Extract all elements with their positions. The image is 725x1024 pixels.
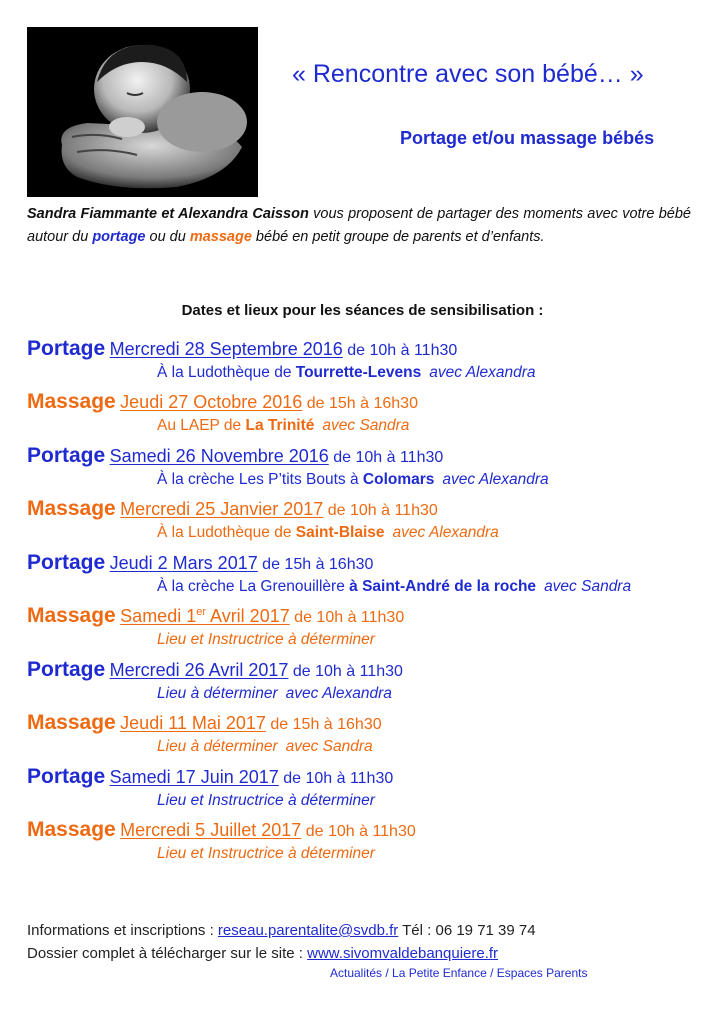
download-line xyxy=(27,945,498,962)
session-kind: Massage xyxy=(27,818,116,841)
session-location: Lieu et Instructrice à déterminer xyxy=(157,792,375,809)
session-time: de 10h à 11h30 xyxy=(323,502,438,519)
session-date: Jeudi 2 Mars 2017 xyxy=(109,553,258,573)
session-instructor: avec Sandra xyxy=(285,738,373,755)
session-item xyxy=(27,551,717,605)
site-nav-path: Actualités / La Petite Enfance / Espaces Parents xyxy=(330,966,588,980)
session-date-month: Avril 2017 xyxy=(206,606,290,626)
session-kind: Portage xyxy=(27,658,106,681)
session-kind: Portage xyxy=(27,444,106,467)
session-location: Lieu à déterminer xyxy=(157,738,278,755)
session-item xyxy=(27,765,717,819)
session-instructor: avec Alexandra xyxy=(285,685,392,702)
session-instructor: avec Alexandra xyxy=(429,364,536,381)
dates-heading: Dates et lieux pour les séances de sensibilisation : xyxy=(181,302,544,319)
intro-text-2: ou du xyxy=(145,229,190,245)
intro-text-3: bébé en petit groupe de parents et d’enfants. xyxy=(251,229,545,245)
contact-label: Informations et inscriptions : xyxy=(27,922,218,939)
session-time: de 15h à 16h30 xyxy=(257,556,374,573)
session-location: Lieu et Instructrice à déterminer xyxy=(157,631,375,648)
intro-portage: portage xyxy=(92,229,146,245)
session-location-town: à Saint-André de la roche xyxy=(349,578,537,595)
contact-line xyxy=(27,922,536,939)
contact-email-link[interactable]: reseau.parentalite@svdb.fr xyxy=(217,922,399,939)
session-item xyxy=(27,390,717,444)
session-location: Au LAEP de xyxy=(157,417,246,434)
session-item xyxy=(27,818,717,872)
session-date: Samedi 17 Juin 2017 xyxy=(109,767,279,787)
session-time: de 10h à 11h30 xyxy=(288,663,403,680)
session-location: À la crèche La Grenouillère xyxy=(157,578,350,595)
session-location-town: Tourrette-Levens xyxy=(295,364,422,381)
session-item xyxy=(27,337,717,391)
session-kind: Portage xyxy=(27,337,106,360)
session-location: Lieu à déterminer xyxy=(157,685,278,702)
session-time: de 10h à 11h30 xyxy=(289,609,405,626)
download-label: Dossier complet à télécharger sur le site : xyxy=(27,945,308,962)
session-kind: Portage xyxy=(27,765,106,788)
session-item xyxy=(27,711,717,765)
session-time: de 10h à 11h30 xyxy=(301,823,416,840)
session-time: de 10h à 11h30 xyxy=(328,449,444,466)
session-kind: Massage xyxy=(27,390,116,413)
website-link[interactable]: www.sivomvaldebanquiere.fr xyxy=(307,945,499,962)
session-time: de 15h à 16h30 xyxy=(265,716,382,733)
session-time: de 10h à 11h30 xyxy=(342,342,458,359)
page-title: « Rencontre avec son bébé… » xyxy=(292,60,644,88)
session-date: Mercredi 26 Avril 2017 xyxy=(109,660,289,680)
intro-text-1: vous proposent de partager des moments avec votre bébé autour du xyxy=(27,206,691,245)
contact-phone: Tél : 06 19 71 39 74 xyxy=(398,922,536,939)
session-date xyxy=(120,606,290,626)
page-subtitle: Portage et/ou massage bébés xyxy=(400,128,655,148)
session-location: À la crèche Les P’tits Bouts à xyxy=(157,471,363,488)
session-item xyxy=(27,604,717,658)
session-date: Samedi 26 Novembre 2016 xyxy=(109,446,329,466)
session-date-day: Samedi 1 xyxy=(120,606,197,626)
session-date: Jeudi 27 Octobre 2016 xyxy=(120,392,303,412)
session-instructor: avec Sandra xyxy=(322,417,410,434)
session-date-suffix: er xyxy=(196,606,206,618)
session-location: Lieu et Instructrice à déterminer xyxy=(157,845,375,862)
session-location-town: La Trinité xyxy=(245,417,315,434)
session-location: À la Ludothèque de xyxy=(157,364,296,381)
session-date: Mercredi 25 Janvier 2017 xyxy=(120,499,324,519)
session-time: de 15h à 16h30 xyxy=(302,395,418,412)
session-date: Jeudi 11 Mai 2017 xyxy=(120,713,266,733)
session-instructor: avec Alexandra xyxy=(442,471,549,488)
session-item xyxy=(27,658,717,712)
session-kind: Massage xyxy=(27,604,116,627)
session-location-town: Saint-Blaise xyxy=(295,524,385,541)
intro-massage: massage xyxy=(189,229,252,245)
session-instructor: avec Alexandra xyxy=(392,524,499,541)
session-date: Mercredi 5 Juillet 2017 xyxy=(120,820,302,840)
session-item xyxy=(27,444,717,498)
session-instructor: avec Sandra xyxy=(544,578,632,595)
baby-photo xyxy=(27,27,258,197)
session-location: À la Ludothèque de xyxy=(157,524,296,541)
session-date: Mercredi 28 Septembre 2016 xyxy=(109,339,343,359)
intro-paragraph xyxy=(27,203,691,249)
session-location-town: Colomars xyxy=(362,471,435,488)
intro-names: Sandra Fiammante et Alexandra Caisson xyxy=(27,206,309,222)
session-time: de 10h à 11h30 xyxy=(278,770,394,787)
session-kind: Massage xyxy=(27,711,116,734)
session-kind: Massage xyxy=(27,497,116,520)
session-kind: Portage xyxy=(27,551,106,574)
session-item xyxy=(27,497,717,551)
